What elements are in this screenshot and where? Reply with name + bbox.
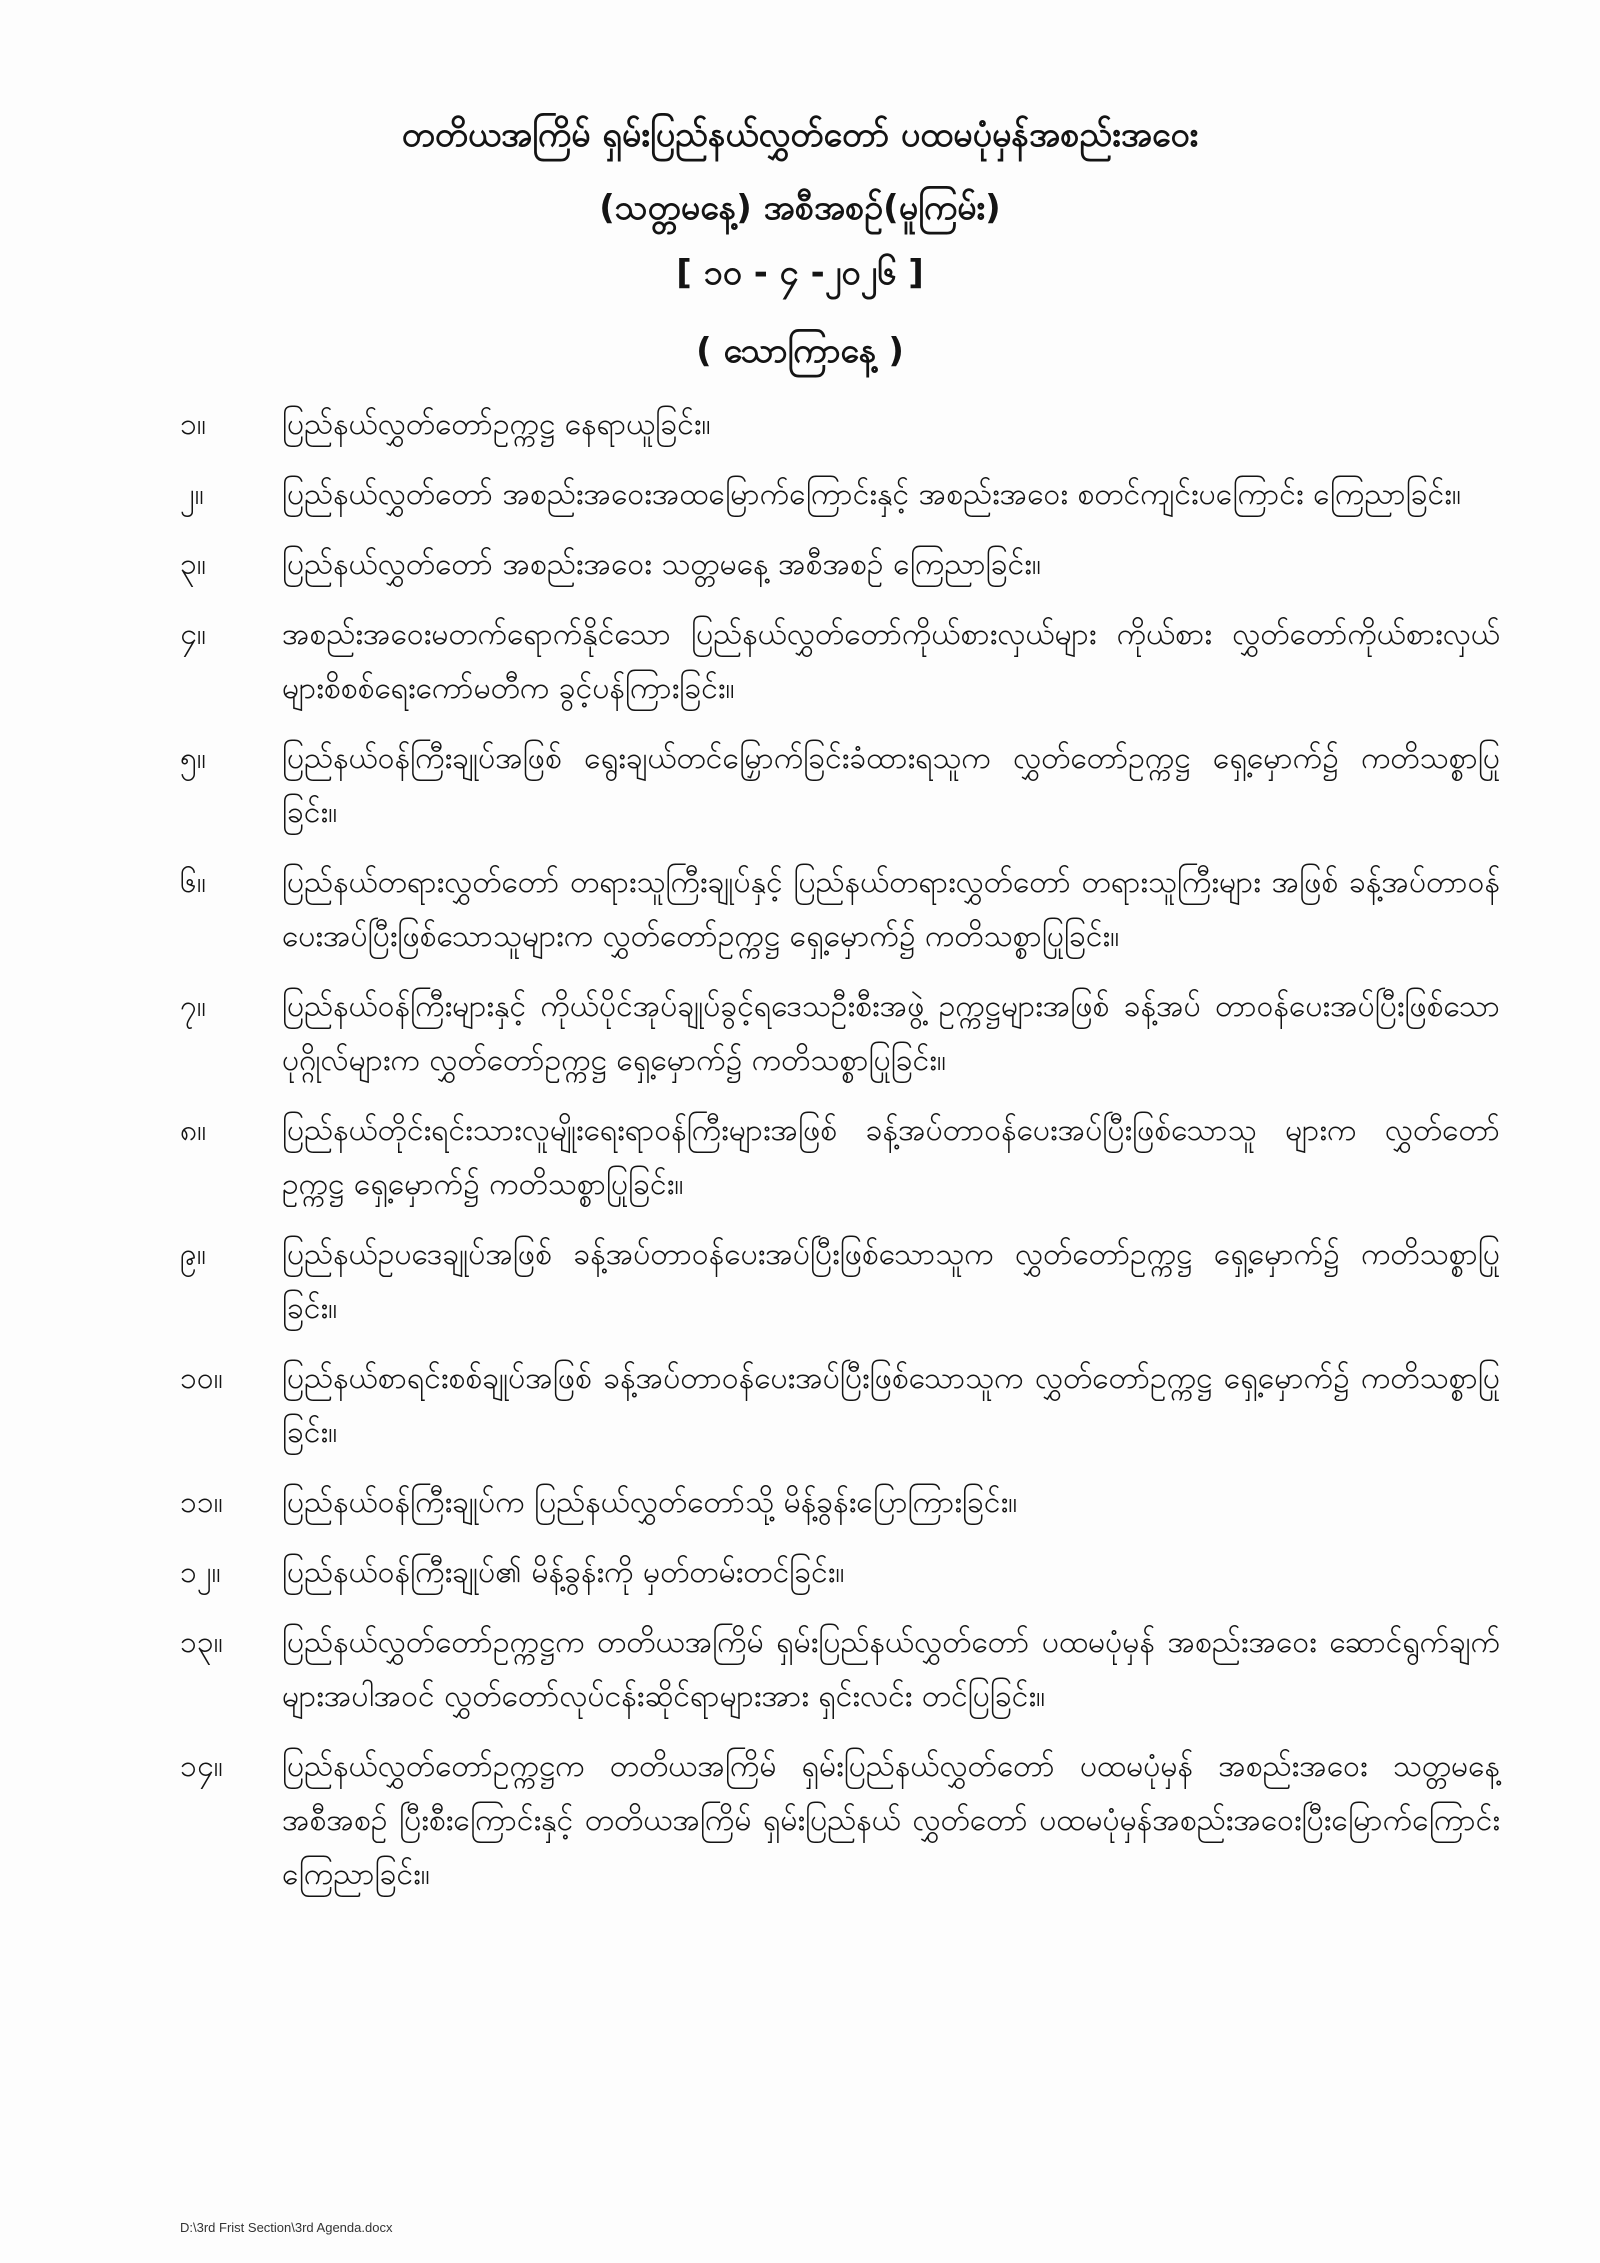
agenda-item — [180, 608, 1500, 716]
agenda-item — [180, 1476, 1500, 1530]
document-subtitle: (သတ္တမနေ့) အစီအစဉ်(မူကြမ်း) — [599, 188, 1001, 228]
agenda-list — [180, 398, 1500, 1918]
item-text: ပြည်နယ်ဝန်ကြီးများနှင့် ကိုယ်ပိုင်အုပ်ချုပ်ခွင့်ရဒေသဦးစီးအဖွဲ့ ဥက္ကဋ္ဌများအဖြစ် ခန့်အပ် တာဝန်ပေးအပ်ပြီးဖြစ်သော ပုဂ္ဂိုလ်များက လွှတ်တော်ဥက္ကဋ္ဌ ရှေ့မှောက်၌ ကတိသစ္စာပြုခြင်း။ — [282, 989, 1500, 1078]
item-text: ပြည်နယ်ဝန်ကြီးချုပ်၏ မိန့်ခွန်းကို မှတ်တမ်းတင်ခြင်း။ — [282, 1555, 845, 1590]
item-text: ပြည်နယ်လွှတ်တော်ဥက္ကဋ္ဌက တတိယအကြိမ် ရှမ်းပြည်နယ်လွှတ်တော် ပထမပုံမှန် အစည်းအဝေး ဆောင်ရွက်ချက်များအပါအဝင် လွှတ်တော်လုပ်ငန်းဆိုင်ရာများအား ရှင်းလင်း တင်ပြခြင်း။ — [282, 1625, 1500, 1714]
item-number: ၈။ — [180, 1113, 207, 1148]
item-number: ၁၀။ — [180, 1361, 223, 1396]
item-text: ပြည်နယ်တိုင်းရင်းသားလူမျိုးရေးရာဝန်ကြီးများအဖြစ် ခန့်အပ်တာဝန်ပေးအပ်ပြီးဖြစ်သောသူ များက လွှတ်တော်ဥက္ကဋ္ဌ ရှေ့မှောက်၌ ကတိသစ္စာပြုခြင်း။ — [282, 1113, 1500, 1202]
item-text: ပြည်နယ်စာရင်းစစ်ချုပ်အဖြစ် ခန့်အပ်တာဝန်ပေးအပ်ပြီးဖြစ်သောသူက လွှတ်တော်ဥက္ကဋ္ဌ ရှေ့မှောက်၌ ကတိသစ္စာပြုခြင်း။ — [282, 1361, 1500, 1450]
item-text: ပြည်နယ်လွှတ်တော်ဥက္ကဋ္ဌ နေရာယူခြင်း။ — [282, 407, 711, 442]
item-number: ၁။ — [180, 407, 206, 442]
item-number: ၁၁။ — [180, 1485, 223, 1520]
item-number: ၁၃။ — [180, 1625, 223, 1660]
item-text: ပြည်နယ်တရားလွှတ်တော် တရားသူကြီးချုပ်နှင့် ပြည်နယ်တရားလွှတ်တော် တရားသူကြီးများ အဖြစ် ခန့်အပ်တာဝန်ပေးအပ်ပြီးဖြစ်သောသူများက လွှတ်တော်ဥက္ကဋ္ဌ ရှေ့မှောက်၌ ကတိသစ္စာပြုခြင်း။ — [282, 865, 1500, 954]
agenda-item — [180, 1352, 1500, 1460]
agenda-item — [180, 398, 1500, 452]
agenda-item — [180, 1104, 1500, 1212]
agenda-item — [180, 1228, 1500, 1336]
agenda-item — [180, 1546, 1500, 1600]
agenda-item — [180, 980, 1500, 1088]
document-title: တတိယအကြိမ် ရှမ်းပြည်နယ်လွှတ်တော် ပထမပုံမှန်အစည်းအဝေး — [401, 115, 1199, 155]
agenda-item — [180, 538, 1500, 592]
item-text: အစည်းအဝေးမတက်ရောက်နိုင်သော ပြည်နယ်လွှတ်တော်ကိုယ်စားလှယ်များ ကိုယ်စား လွှတ်တော်ကိုယ်စားလှယ်များစိစစ်ရေးကော်မတီက ခွင့်ပန်ကြားခြင်း။ — [282, 617, 1500, 706]
item-number: ၆။ — [180, 865, 206, 900]
item-number: ၄။ — [180, 617, 206, 652]
item-text: ပြည်နယ်လွှတ်တော် အစည်းအဝေး သတ္တမနေ့ အစီအစဉ် ကြေညာခြင်း။ — [282, 547, 1041, 582]
item-text: ပြည်နယ်လွှတ်တော်ဥက္ကဋ္ဌက တတိယအကြိမ် ရှမ်းပြည်နယ်လွှတ်တော် ပထမပုံမှန် အစည်းအဝေး သတ္တမနေ့ အစီအစဉ် ပြီးစီးကြောင်းနှင့် တတိယအကြိမ် ရှမ်းပြည်နယ် လွှတ်တော် ပထမပုံမှန်အစည်းအဝေးပြီးမြောက်ကြောင်း ကြေညာခြင်း။ — [282, 1749, 1500, 1892]
agenda-item — [180, 1616, 1500, 1724]
item-number: ၅။ — [180, 741, 206, 776]
item-number: ၃။ — [180, 547, 206, 582]
item-number: ၇။ — [180, 989, 206, 1024]
agenda-item — [180, 856, 1500, 964]
document-date: [ ၁၀ - ၄ -၂၀၂၆ ] — [676, 253, 924, 293]
item-text: ပြည်နယ်ဝန်ကြီးချုပ်အဖြစ် ရွေးချယ်တင်မြှောက်ခြင်းခံထားရသူက လွှတ်တော်ဥက္ကဋ္ဌ ရှေ့မှောက်၌ ကတိသစ္စာပြုခြင်း။ — [282, 741, 1500, 830]
agenda-item — [180, 732, 1500, 840]
file-path-footer: D:\3rd Frist Section\3rd Agenda.docx — [180, 2220, 393, 2235]
item-number: ၁၄။ — [180, 1749, 223, 1784]
item-number: ၁၂။ — [180, 1555, 221, 1590]
item-number: ၉။ — [180, 1237, 206, 1272]
item-text: ပြည်နယ်ဝန်ကြီးချုပ်က ပြည်နယ်လွှတ်တော်သို့ မိန့်ခွန်းပြောကြားခြင်း။ — [282, 1485, 1018, 1520]
agenda-item — [180, 1740, 1500, 1902]
item-text: ပြည်နယ်ဥပဒေချုပ်အဖြစ် ခန့်အပ်တာဝန်ပေးအပ်ပြီးဖြစ်သောသူက လွှတ်တော်ဥက္ကဋ္ဌ ရှေ့မှောက်၌ ကတိသစ္စာပြုခြင်း။ — [282, 1237, 1500, 1326]
agenda-item — [180, 468, 1500, 522]
item-text: ပြည်နယ်လွှတ်တော် အစည်းအဝေးအထမြောက်ကြောင်းနှင့် အစည်းအဝေး စတင်ကျင်းပကြောင်း ကြေညာခြင်း။ — [282, 477, 1461, 512]
item-number: ၂။ — [180, 477, 204, 512]
document-day: ( သောကြာနေ့ ) — [696, 331, 904, 371]
